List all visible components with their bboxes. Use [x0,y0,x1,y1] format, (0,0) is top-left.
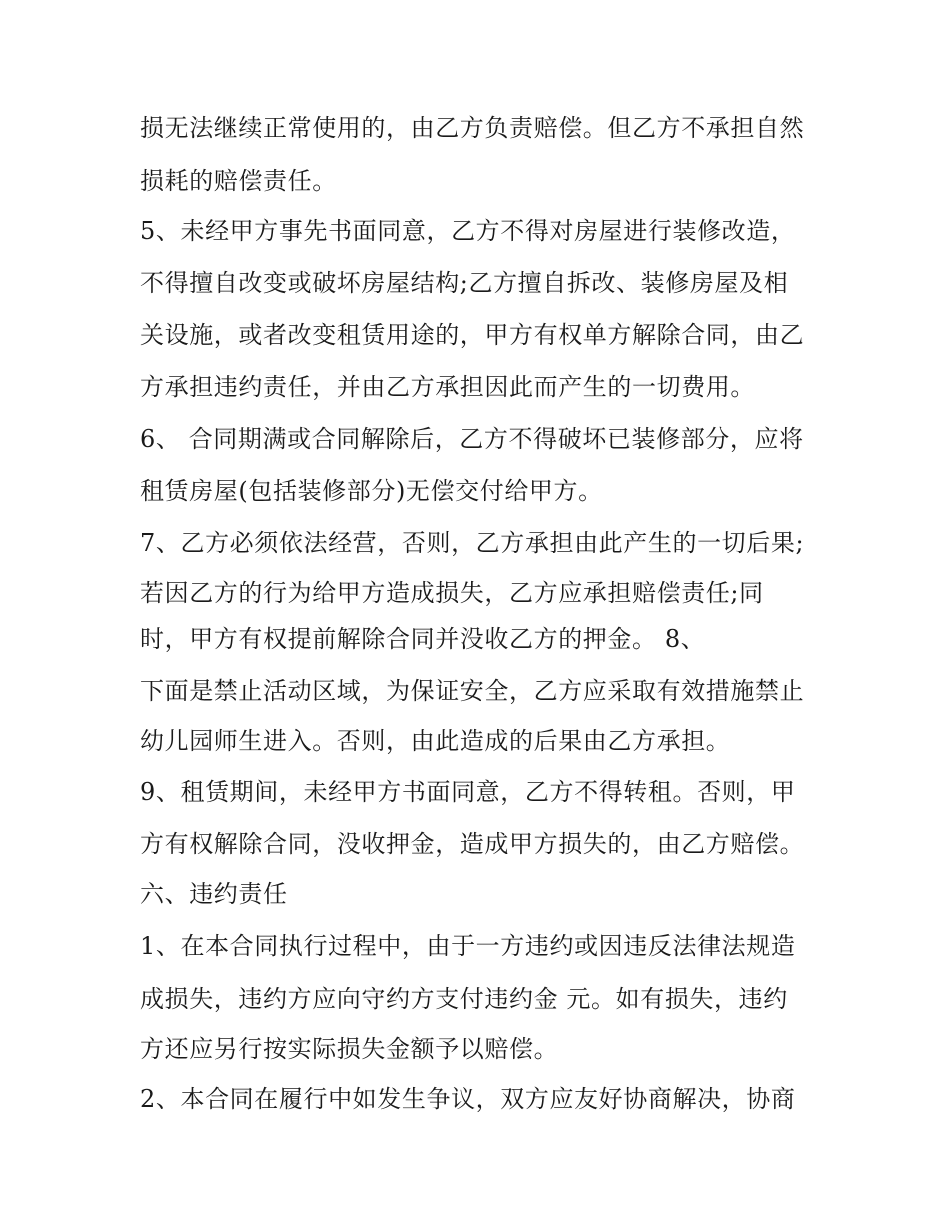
text-line: 下面是禁止活动区域，为保证安全，乙方应采取有效措施禁止 [140,677,805,705]
text-line: 成损失，违约方应向守约方支付违约金 元。如有损失，违约 [140,985,788,1013]
text-line: 损无法继续正常使用的，由乙方负责赔偿。但乙方不承担自然 [140,114,805,142]
text-line: 9、租赁期间，未经甲方书面同意，乙方不得转租。否则，甲 [140,778,796,806]
section-heading: 六、违约责任 [140,880,288,908]
text-line: 时，甲方有权提前解除合同并没收乙方的押金。 8、 [140,625,706,653]
text-line: 5、未经甲方事先书面同意，乙方不得对房屋进行装修改造， [140,217,796,245]
text-line: 7、乙方必须依法经营，否则，乙方承担由此产生的一切后果; [140,529,805,557]
text-line: 关设施，或者改变租赁用途的，甲方有权单方解除合同，由乙 [140,321,805,349]
text-line: 损耗的赔偿责任。 [140,167,337,195]
text-line: 方还应另行按实际损失金额予以赔偿。 [140,1035,559,1063]
text-line: 2、本合同在履行中如发生争议，双方应友好协商解决，协商 [140,1085,796,1113]
text-line: 若因乙方的行为给甲方造成损失，乙方应承担赔偿责任;同 [140,579,764,607]
text-line: 幼儿园师生进入。否则，由此造成的后果由乙方承担。 [140,727,731,755]
text-line: 方承担违约责任，并由乙方承担因此而产生的一切费用。 [140,373,755,401]
text-line: 1、在本合同执行过程中，由于一方违约或因违反法律法规造 [140,932,796,960]
text-line: 方有权解除合同，没收押金，造成甲方损失的，由乙方赔偿。 [140,830,805,858]
text-line: 租赁房屋(包括装修部分)无偿交付给甲方。 [140,477,603,505]
text-line: 6、 合同期满或合同解除后，乙方不得破坏已装修部分，应将 [140,425,804,453]
text-line: 不得擅自改变或破坏房屋结构;乙方擅自拆改、装修房屋及相 [140,269,789,297]
